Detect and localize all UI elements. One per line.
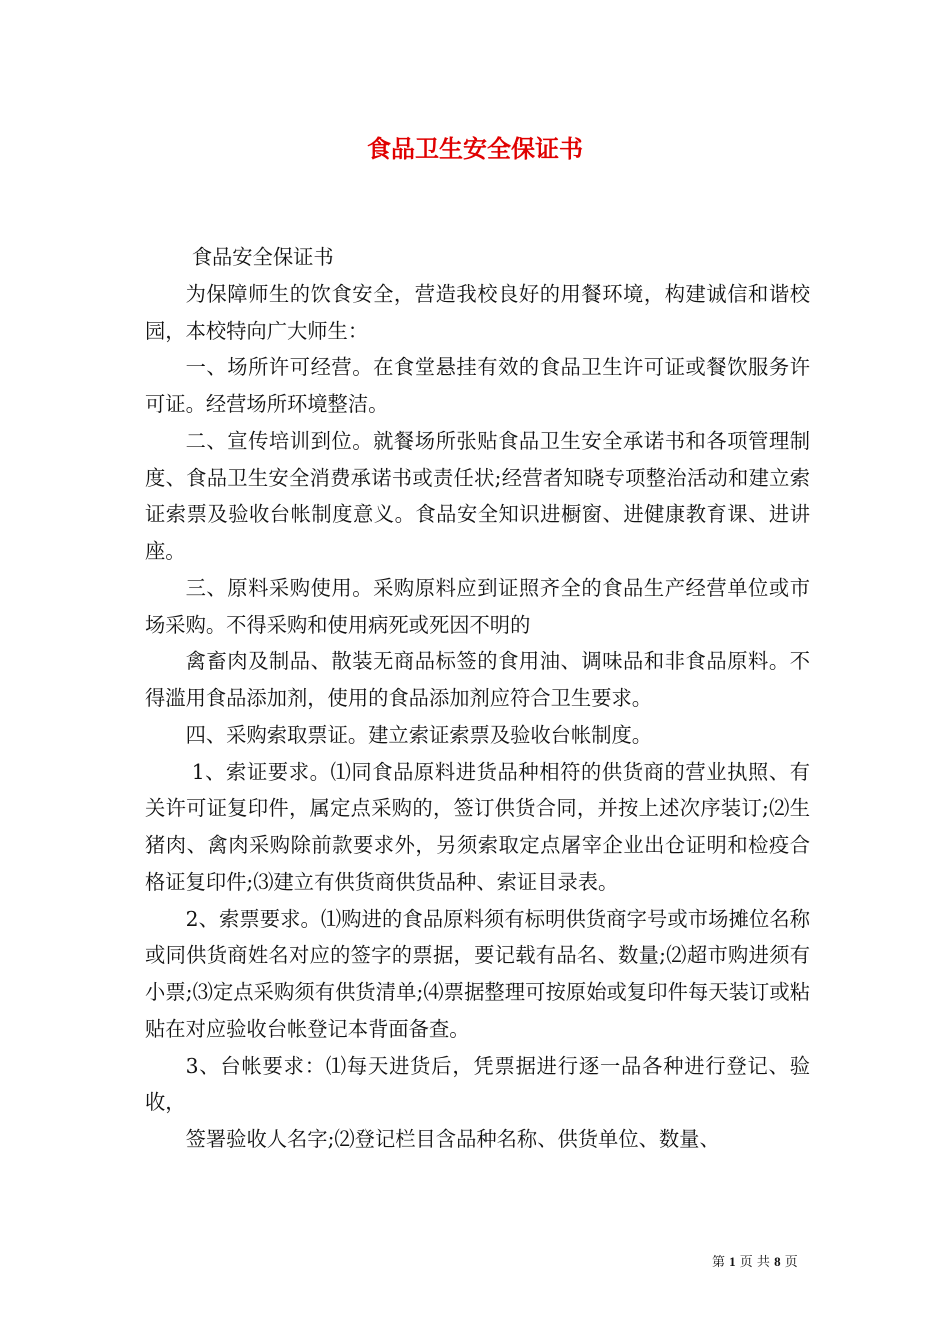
footer-prefix: 第 xyxy=(712,1255,726,1270)
item-1-paragraph: 1、索证要求。⑴同食品原料进货品种相符的供货商的营业执照、有关许可证复印件，属定点采购的，签订供货合同，并按上述次序装订;⑵生猪肉、禽肉采购除前款要求外，另须索取定点屠宰企业出仓证明和检疫合格证复印件;⑶建立有供货商供货品种、索证目录表。 xyxy=(145,759,810,894)
current-page-number: 1 xyxy=(729,1254,736,1269)
section-4-paragraph: 四、采购索取票证。建立索证索票及验收台帐制度。 xyxy=(185,722,653,747)
footer-middle: 页 共 xyxy=(739,1255,770,1270)
document-title: 食品卫生安全保证书 xyxy=(367,134,583,163)
item-3-paragraph: 3、台帐要求：⑴每天进货后，凭票据进行逐一品各种进行登记、验收， xyxy=(145,1053,810,1115)
section-1-paragraph: 一、场所许可经营。在食堂悬挂有效的食品卫生许可证或餐饮服务许可证。经营场所环境整洁。 xyxy=(145,355,810,416)
section-3-paragraph: 三、原料采购使用。采购原料应到证照齐全的食品生产经营单位或市场采购。不得采购和使用病死或死因不明的 xyxy=(145,575,810,637)
footer-suffix: 页 xyxy=(784,1255,798,1270)
total-page-count: 8 xyxy=(774,1254,781,1269)
intro-paragraph: 为保障师生的饮食安全，营造我校良好的用餐环境，构建诚信和谐校园，本校特向广大师生： xyxy=(145,281,810,343)
document-body xyxy=(145,239,810,1158)
subtitle-paragraph: 食品安全保证书 xyxy=(191,245,334,269)
item-2-paragraph: 2、索票要求。⑴购进的食品原料须有标明供货商字号或市场摊位名称或同供货商姓名对应的签字的票据，要记载有品名、数量;⑵超市购进须有小票;⑶定点采购须有供货清单;⑷票据整理可按原始或复印件每天装订或粘贴在对应验收台帐登记本背面备查。 xyxy=(145,906,810,1041)
page-footer xyxy=(712,1253,798,1272)
section-3-continued-paragraph: 禽畜肉及制品、散装无商品标签的食用油、调味品和非食品原料。不得滥用食品添加剂，使用的食品添加剂应符合卫生要求。 xyxy=(145,649,810,710)
item-3-continued-paragraph: 签署验收人名字;⑵登记栏目含品种名称、供货单位、数量、 xyxy=(185,1127,720,1151)
section-2-paragraph: 二、宣传培训到位。就餐场所张贴食品卫生安全承诺书和各项管理制度、食品卫生安全消费承诺书或责任状;经营者知晓专项整治活动和建立索证索票及验收台帐制度意义。食品安全知识进橱窗、进健康教育课、进讲座。 xyxy=(145,428,810,563)
